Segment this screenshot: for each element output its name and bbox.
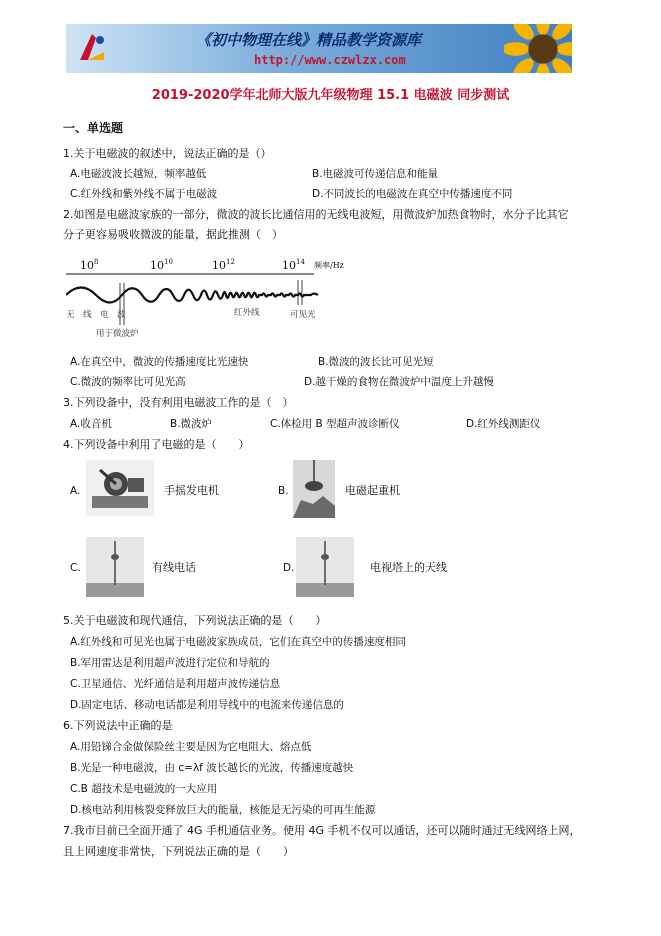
q2-option-a: A.在真空中，微波的传播速度比光速快 [70, 356, 249, 368]
band-label-radio: 无 线 电 波 [66, 310, 126, 320]
q6-option-a: A.用铅锑合金做保险丝主要是因为它电阻大、熔点低 [70, 741, 312, 753]
q5-option-a: A.红外线和可见光也属于电磁波家族成员，它们在真空中的传播速度相同 [70, 636, 406, 648]
question-7-stem-line2: 且上网速度非常快，下列说法正确的是（ ） [63, 845, 294, 858]
em-spectrum-figure [66, 255, 366, 345]
tv-tower-image-c [86, 537, 144, 597]
question-6-stem: 6.下列说法中正确的是 [63, 719, 173, 732]
q1-option-d: D.不同波长的电磁波在真空中传播速度不同 [312, 188, 513, 200]
band-label-infrared: 红外线 [234, 308, 260, 318]
q3-option-a: A.收音机 [70, 418, 112, 430]
question-5-stem: 5.关于电磁波和现代通信，下列说法正确的是（ ） [63, 614, 327, 627]
hand-crank-generator-image [86, 460, 154, 516]
banner-url: http://www.czwlzx.com [254, 53, 406, 67]
q2-option-d: D.越干燥的食物在微波炉中温度上升越慢 [304, 376, 494, 388]
frequency-axis-label: 频率/Hz [314, 261, 344, 270]
q4-option-c-letter: C. [70, 562, 81, 574]
q4-option-b-letter: B. [278, 485, 289, 497]
q6-option-c: C.B 超技术是电磁波的一大应用 [70, 783, 218, 795]
q1-option-a: A.电磁波波长越短，频率越低 [70, 168, 207, 180]
question-1-stem: 1.关于电磁波的叙述中，说法正确的是（） [63, 147, 272, 160]
q1-option-b: B.电磁波可传递信息和能量 [312, 168, 439, 180]
q4-option-d-label: 电视塔上的天线 [370, 561, 447, 574]
q6-option-d: D.核电站利用核裂变释放巨大的能量，核能是无污染的可再生能源 [70, 804, 376, 816]
q2-option-c: C.微波的频率比可见光高 [70, 376, 186, 388]
tick-1e14: $10^{14}$ [282, 258, 305, 272]
q5-option-c: C.卫星通信、光纤通信是利用超声波传递信息 [70, 678, 281, 690]
q4-option-a-letter: A. [70, 485, 81, 497]
tv-tower-image-d [296, 537, 354, 597]
wave-curve [66, 288, 318, 303]
q6-option-b: B.光是一种电磁波，由 c=λf 波长越长的光波，传播速度越快 [70, 762, 354, 774]
q3-option-c: C.体检用 B 型超声波诊断仪 [270, 418, 400, 430]
q4-option-d-letter: D. [283, 562, 295, 574]
tick-1e8: $10^8$ [80, 258, 99, 272]
q4-option-c-label: 有线电话 [152, 561, 196, 574]
band-label-visible: 可见光 [290, 310, 316, 320]
page-title: 2019-2020学年北师大版九年级物理 15.1 电磁波 同步测试 [151, 88, 510, 103]
q5-option-d: D.固定电话、移动电话都是利用导线中的电流来传递信息的 [70, 699, 344, 711]
section-heading: 一、单选题 [63, 121, 124, 135]
sunflower-image [504, 24, 572, 73]
question-2-stem-line1: 2.如图是电磁波家族的一部分，微波的波长比通信用的无线电波短，用微波炉加热食物时，水分子比其它 [63, 208, 569, 221]
microwave-label: 用于微波炉 [96, 329, 139, 339]
q2-option-b: B.微波的波长比可见光短 [318, 356, 434, 368]
tick-1e12: $10^{12}$ [212, 258, 235, 272]
banner-slogan: 《初中物理在线》精品教学资源库 [196, 31, 422, 49]
tick-1e10: $10^{10}$ [150, 258, 173, 272]
question-7-stem-line1: 7.我市目前已全面开通了 4G 手机通信业务。使用 4G 手机不仅可以通话，还可以随时通过无线网络上网， [63, 824, 581, 837]
q3-option-b: B.微波炉 [170, 418, 213, 430]
site-logo-icon [74, 30, 110, 66]
question-4-stem: 4.下列设备中利用了电磁的是（ ） [63, 438, 250, 451]
question-2-stem-line2: 分子更容易吸收微波的能量，据此推测（ ） [63, 228, 283, 241]
q4-option-a-label: 手摇发电机 [164, 484, 219, 497]
site-banner [66, 24, 572, 73]
q3-option-d: D.红外线测距仪 [466, 418, 541, 430]
electromagnetic-crane-image [293, 460, 335, 518]
q1-option-c: C.红外线和紫外线不属于电磁波 [70, 188, 218, 200]
question-3-stem: 3.下列设备中，没有利用电磁波工作的是（ ） [63, 396, 294, 409]
q4-option-b-label: 电磁起重机 [345, 484, 400, 497]
q5-option-b: B.军用雷达是利用超声波进行定位和导航的 [70, 657, 270, 669]
